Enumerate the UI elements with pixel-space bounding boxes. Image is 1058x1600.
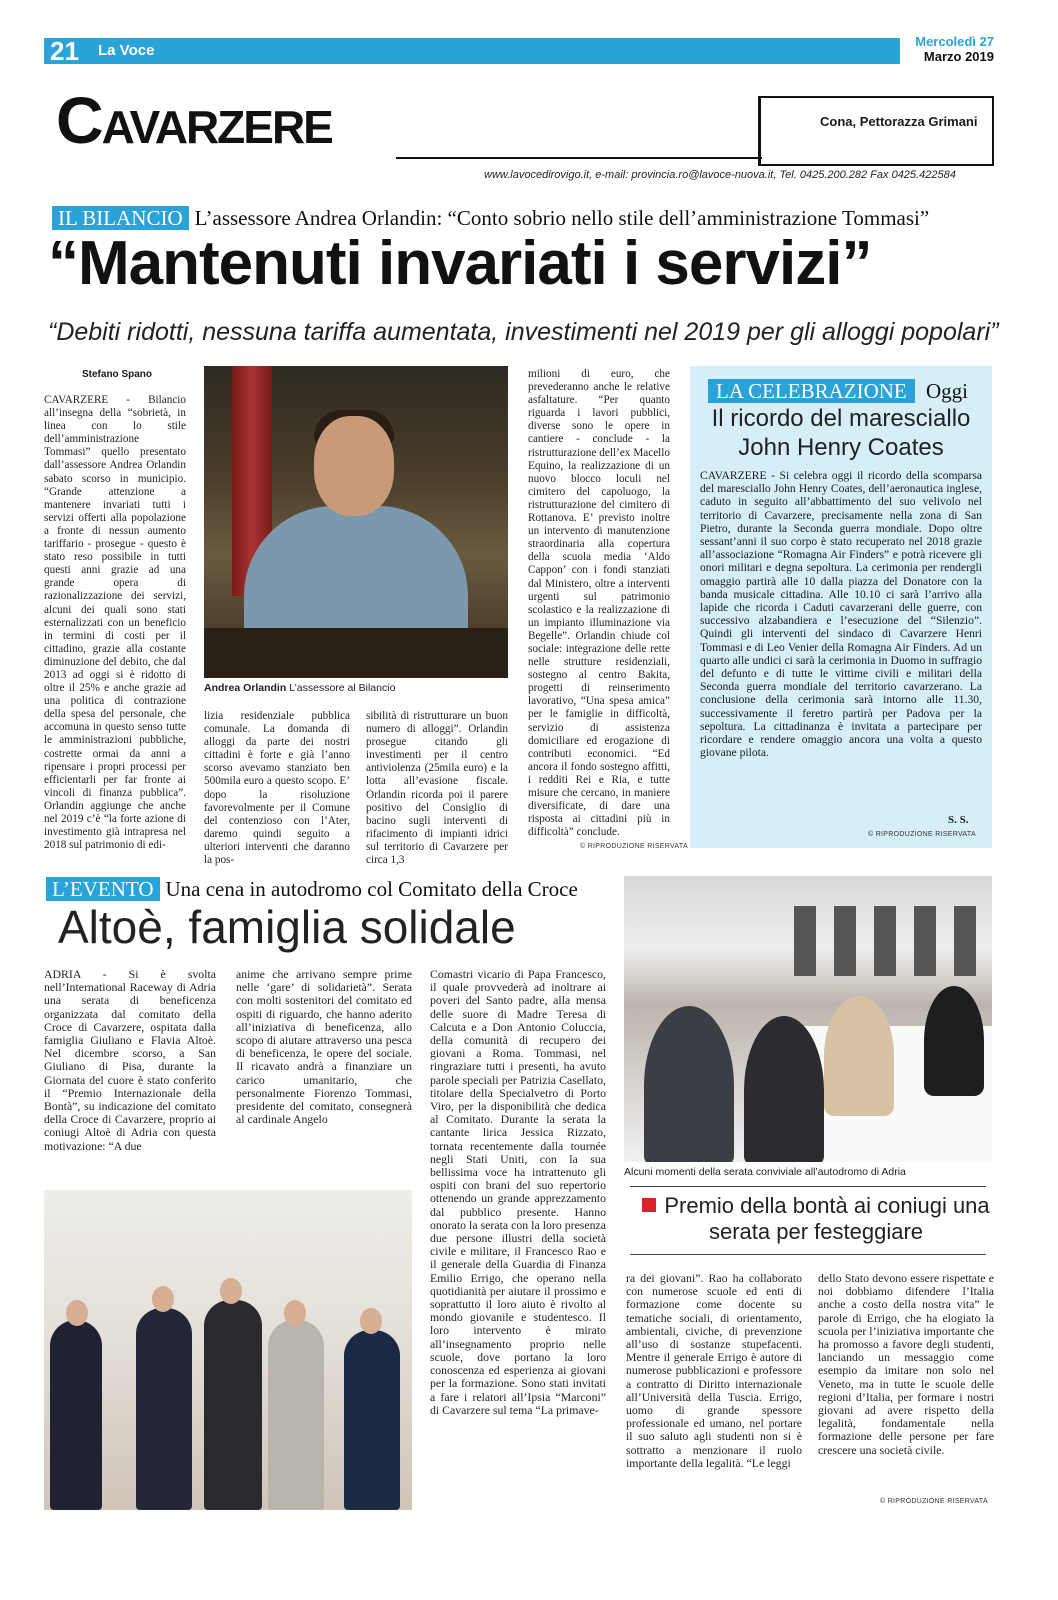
window-shape — [834, 906, 856, 976]
person-head — [314, 416, 394, 516]
window-shape — [874, 906, 896, 976]
section-title: Cavarzere — [56, 83, 332, 157]
date-month: Marzo 2019 — [923, 49, 994, 64]
article1-col4: milioni di euro, che prevederanno anche le relative asfaltature. “Per quanto riguarda i lavori pubblici, diverse sono le opere in cantiere - conclude - la ristrutturazione dell’ex Macello Equino, la realizzazione di un nuovo blocco loculi nel cimitero del capoluogo, la ristrutturazione del cimitero di Rottanova. E’ previsto inoltre un intervento di manutenzione straordinaria alla copertura della scuola media ‘Aldo Cappon’ con i fondi stanziati dal Ministero, oltre a interventi urgenti sul patrimonio scolastico e la realizzazione di un impianto illuminazione via Begelle”. Orlandin chiude col sociale: integrazione delle rette nelle strutture residenziali, sostegno al centro Bakita, progetti di reinserimento lavorativo, “Una spesa amica” per le famiglie in difficoltà, servizio di assistenza domiciliare ed erogazione di contributi economici. “Ed ancora il fondo sostegno affitti, i redditi Rei e Ria, e tutte misure che cercano, in maniere diversificate, di dare una risposta ai cittadini più in difficoltà” conclude. — [528, 368, 670, 839]
contact-line: www.lavocedirovigo.it, e-mail: provincia.ro@lavoce-nuova.it, Tel. 0425.200.282 Fax 0425.422584 — [484, 169, 956, 181]
person-head — [284, 1300, 306, 1326]
article1-headline: “Mantenuti invariati i servizi” — [48, 229, 872, 298]
article1-photo — [204, 366, 508, 678]
article1-byline: Stefano Spano — [82, 369, 153, 380]
article2-col5: dello Stato devono essere rispettate e noi dobbiamo difendere l’Italia anche a costo della nostra vita” le parole di Errigo, che ha elogiato la scuola per l’iniziativa importante che ha promosso a favore degli studenti, lanciando un messaggio come esempio da imitare non solo nel Veneto, ma in tutte le scuole delle regioni d’Italia, per formare i nostri giovani ad avere rispetto della legalità, fondamentale nella formazione delle persone per fare crescere una società civile. — [818, 1271, 994, 1457]
article2-col3: Comastri vicario di Papa Francesco, il quale provvederà ad inoltrare ai poveri del Santo padre, alla mensa delle suore di Madre Teresa di Calcuta e a Don Antonio Coluccia, della comunità di recupero dei giovani a Roma. Tommasi, nel ringraziare tutti i presenti, ha avuto parole speciali per Patrizia Casellato, titolare della Specialvetro di Porto Viro, per la disponibilità che dedica al Comitato. Durante la serata la cantante lirica Jessica Rizzato, tornata recentemente dalla tournée negli Stati Uniti, con la sua bellissima voce ha intrattenuto gli ospiti con brani del suo repertorio ottenendo un grande apprezzamento dal pubblico presente. Hanno onorato la serata con la loro presenza due persone illustri della società civile e militare, il Francesco Rao e il generale della Guardia di Finanza Emilio Errigo, che operano nella quotidianità per aiutare il prossimo e soprattutto il loro aiuto è rivolto al mondo giovanile e studentesco. Il loro intervento è mirato all’insegnamento proprio nelle scuole, dove portano la loro conoscenza ed esperienza ai giovani per la formazione. Sono stati invitati a fare i relatori all’Ipsia “Marconi” di Cavarzere sul tema “La primave- — [430, 967, 606, 1417]
article2-photo-dinner — [624, 876, 992, 1162]
person-shape — [268, 1320, 324, 1510]
article2-photo-caption: Alcuni momenti della serata conviviale all’autodromo di Adria — [624, 1166, 906, 1178]
side-headline — [640, 1193, 992, 1245]
top-bar — [44, 38, 994, 64]
article1-kicker — [52, 206, 929, 230]
issue-date — [900, 34, 1000, 66]
article2-col1: ADRIA - Si è svolta nell’International Raceway di Adria una serata di beneficenza organizzata dal comitato della Croce di Cavarzere, ospitata dalla famiglia Giuliano e Flavia Altoè. Nel dicembre scorso, a San Giuliano di Pisa, durante la Giornata del cuore è stato conferito il “Premio Internazionale della Bontà”, su indicazione del comitato della Croce di Cavarzere, proprio ai coniugi Altoè di Adria con questa motivazione: “A due — [44, 967, 216, 1153]
celebration-today: Oggi — [926, 379, 968, 403]
person-shape — [50, 1320, 102, 1510]
article1-copyright: © RIPRODUZIONE RISERVATA — [580, 843, 688, 850]
side-rule-top — [630, 1186, 986, 1187]
person-head — [152, 1286, 174, 1312]
page-number: 21 — [50, 36, 79, 66]
person-shape — [744, 1016, 824, 1162]
person-head — [360, 1308, 382, 1334]
article1-col2: lizia residenziale pubblica comunale. La domanda di alloggi da parte dei nostri cittadini è forte e già l’anno scorso avevamo stanziato ben 500mila euro a questo scopo. E’ dopo la risoluzione favorevolmente per il Comune del contenzioso con l’Ater, daremo quindi seguito a ulteriori interventi che daranno la pos- — [204, 710, 350, 867]
newspaper-name: La Voce — [98, 42, 155, 59]
celebration-tag: LA CELEBRAZIONE — [708, 379, 915, 403]
article1-kicker-text: L’assessore Andrea Orlandin: “Conto sobrio nello stile dell’amministrazione Tommasi” — [194, 205, 930, 230]
person-shape — [136, 1308, 192, 1510]
article2-photo-speakers — [44, 1190, 412, 1510]
section-locations: Cona, Pettorazza Grimani — [820, 114, 978, 129]
side-headline-text: Premio della bontà ai coniugi una serata per festeggiare — [664, 1193, 990, 1244]
article2-headline: Altoè, famiglia solidale — [58, 901, 516, 953]
window-shape — [954, 906, 976, 976]
celebration-body: CAVARZERE - Si celebra oggi il ricordo della scomparsa del maresciallo John Henry Coates, dell’aeronautica inglese, caduto in seguito all’abbattimento del suo velivolo nel territorio di Cavarzere, precisamente nella zona di San Pietro, durante la Seconda guerra mondiale. Dopo oltre sessant’anni il suo corpo è stato recuperato nel 2018 grazie all’associazione “Romagna Air Finders” e potrà ricevere gli onori militari e degna sepoltura. La cerimonia per rendergli omaggio partirà alle 10 dalla piazza del Donatore con la banda musicale cittadina. Alle 10.10 ci sarà l’arrivo alla lapide che ricorda i Caduti cavarzerani delle guerre, con successivo alzabandiera e l’esecuzione del “Silenzio”. Quindi gli interventi del sindaco di Cavarzere Henri Tommasi e di Leo Venier della Romagna Air Finders. Ad un quarto alle undici ci sarà la cerimonia in Duomo in suffragio del defunto e di tutte le vittime civili e militari della Seconda guerra mondiale del territorio cavarzerano. La conclusione della cerimonia sarà intorno alle 11.30, successivamente il feretro partirà per Padova per la sepoltura. La cittadinanza è invitata a partecipare per ricordare e rendere omaggio ancora una volta a questo giovane pilota. — [700, 469, 982, 760]
article2-col4: ra dei giovani”. Rao ha collaborato con numerose scuole ed enti di formazione come docente su tematiche sociali, di orientamento, ambientali, civiche, di prevenzione all’uso di sostanze stupefacenti. Mentre il generale Errigo è autore di numerose pubblicazioni e professore a contratto di Diritto internazionale all’Università della Tuscia. Errigo, uomo di grande spessore professionale ed umano, nel portare il suo saluto agli studenti non si è sottratto a menzionare il ruolo importante della legalità. “Le leggi — [626, 1271, 802, 1470]
person-head — [66, 1300, 88, 1326]
caption-name: Andrea Orlandin — [204, 682, 287, 694]
article2-kicker-tag: L’EVENTO — [46, 877, 160, 901]
caption-text: L’assessore al Bilancio — [289, 682, 396, 694]
date-day: Mercoledì 27 — [915, 34, 994, 49]
article1-photo-caption — [204, 682, 395, 694]
person-shape — [824, 996, 894, 1116]
person-head — [220, 1278, 242, 1304]
article1-subhead: “Debiti ridotti, nessuna tariffa aumentata, investimenti nel 2019 per gli alloggi popolari” — [48, 318, 999, 346]
celebration-signature: S. S. — [948, 814, 969, 826]
article1-col3: sibilità di ristrutturare un buon numero di alloggi”. Orlandin prosegue citando gli investimenti per il centro antiviolenza (25mila euro) e la lotta all’evasione fiscale. Orlandin ricorda poi il parere positivo del Consiglio di bacino sugli interventi di rifacimento di impianti idrici sul territorio di Cavarzere per circa 1,3 — [366, 710, 508, 867]
person-shape — [344, 1330, 400, 1510]
bullet-square-icon — [642, 1198, 656, 1212]
desk-shape — [204, 628, 508, 678]
article2-kicker-text: Una cena in autodromo col Comitato della Croce — [165, 876, 578, 901]
celebration-title: Il ricordo del maresciallo John Henry Coates — [711, 405, 971, 461]
person-shape — [924, 986, 984, 1096]
person-shape — [204, 1300, 262, 1510]
article2-kicker — [46, 877, 578, 901]
article1-kicker-tag: IL BILANCIO — [52, 206, 189, 230]
celebration-copyright: © RIPRODUZIONE RISERVATA — [868, 831, 976, 838]
article1-col1: CAVARZERE - Bilancio all’insegna della “sobrietà, in linea con lo stile dell’amministrazione Tommasi” quello presentato dall’assessore Andrea Orlandin sabato scorso in municipio. “Grande attenzione a mantenere invariati tutti i servizi offerti alla popolazione a fronte di nessun aumento tariffario - prosegue - questo è stato reso possibile in tutti questi anni grazie ad una grande opera di razionalizzazione dei servizi, alcuni dei quali sono stati esternalizzati con un beneficio in termini di costi per il cittadino, grazie alla costante diminuzione del debito, che dal 2013 ad oggi si è ridotto di oltre il 25% e anche grazie ad una politica di contrazione della spesa del personale, che accomuna in questo senso tutte le amministrazioni pubbliche, costrette ormai da anni a ripensare i propri processi per efficientarli per far fronte ai vincoli di finanza pubblica”. Orlandin aggiunge che anche nel 2019 c’è “la forte azione di investimento già intrapresa nel 2018 sul patrimonio di edi- — [44, 394, 186, 852]
window-shape — [914, 906, 936, 976]
section-box — [758, 96, 994, 166]
article2-copyright: © RIPRODUZIONE RISERVATA — [880, 1498, 988, 1505]
article2-col2: anime che arrivano sempre prime nelle ‘gare’ di solidarietà”. Serata con molti sostenitori del comitato ed ospiti di riguardo, che hanno aderito all’iniziativa di beneficenza, allo scopo di aiutare attraverso una pesca di beneficenza, le opere del sociale. Il ricavato andrà a finanziare un carico umanitario, che personalmente Fiorenzo Tommasi, presidente del comitato, consegnerà al cardinale Angelo — [236, 967, 412, 1127]
person-shape — [644, 1006, 734, 1162]
window-shape — [794, 906, 816, 976]
side-rule-bottom — [630, 1254, 986, 1255]
section-rule — [396, 157, 762, 159]
